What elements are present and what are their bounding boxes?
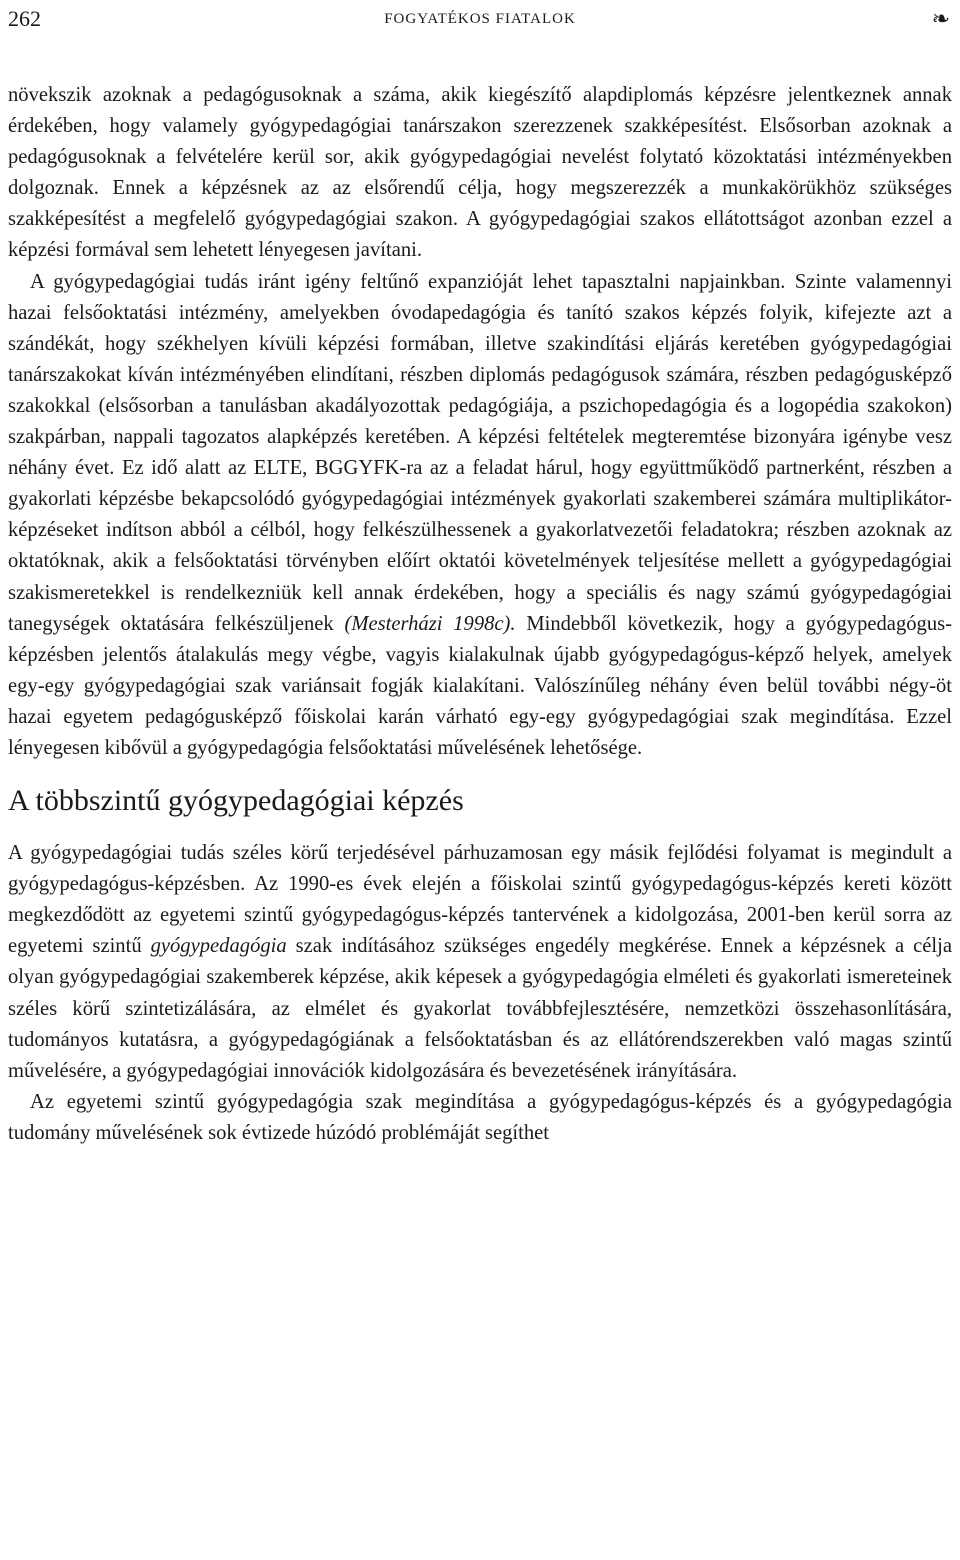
running-header [8,4,952,34]
paragraph: növekszik azoknak a pedagógusoknak a száma, akik kiegészítő alapdiplomás képzésre jelentkeznek annak érdekében, hogy valamely gyógypedagógiai tanárszakon szerezzenek szakképesítést. Elsősorban azoknak a pedagógusoknak a felvételére kerül sor, akik gyógypedagógiai nevelést folytató közoktatási intézményekben dolgoznak. Ennek a képzésnek az az elsőrendű célja, hogy megszerezzék a munkakörükhöz szükséges szakképesítést a megfelelő gyógypedagógiai szakon. A gyógypedagógiai szakos ellátottságot azonban ezzel a képzési formával sem lehetett lényegesen javítani. [8,84,952,262]
text-run: szak indításához szükséges engedély megkérése. Ennek a képzésnek a célja olyan gyógypedagógiai szakemberek képzése, akik képesek a gyógypedagógia elméleti és gyakorlati ismereteinek széles körű szintetizálására, az elmélet és gyakorlat továbbfejlesztésére, nemzetközi összehasonlítására, tudományos kutatásra, a gyógypedagógiának a felsőoktatásban és az ellátórendszerekben való magas szintű művelésére, a gyógypedagógiai innovációk kidolgozására és bevezetésének irányítására. [8,935,953,1082]
paragraph [8,267,952,765]
text-run: A gyógypedagógiai tudás iránt igény feltűnő expanzióját lehet tapasztalni napjainkban. Szinte valamennyi hazai felsőoktatási intézmény, amelyekben óvodapedagógia és tanító szakos képzés folyik, kifejezte azt a szándékát, hogy székhelyen kívüli képzési formában, illetve szakindítási eljárás keretében gyógypedagógiai tanárszakokat kíván intézményében elindítani, részben diplomás pedagógusok számára, részben pedagógusképző szakokkal (elsősorban a tanulásban akadályozottak pedagógiája, a pszichopedagógia és a logopédia szakokon) szakpárban, nappali tagozatos alapképzés keretében. A képzési feltételek megteremtése bizonyára igénybe vesz néhány évet. Ez idő alatt az ELTE, BGGYFK-ra az a feladat hárul, hogy együttműködő partnerként, részben a gyakorlati képzésbe bekapcsolódó gyógypedagógiai intézmények gyakorlati szakemberei számára multiplikátor-képzéseket indítson abból a célból, hogy felkészülhessenek a gyakorlatvezetői feladatokra; részben azoknak az oktatóknak, akik a felsőoktatási törvényben előírt oktatói követelmények teljesítése mellett a gyógypedagógiai szakismeretekkel is rendelkezniük kell annak érdekében, hogy a speciális és nagy számú gyógypedagógiai tanegységek oktatására felkészüljenek [8,270,952,635]
running-title: FOGYATÉKOS FIATALOK [384,11,576,27]
paragraph: Az egyetemi szintű gyógypedagógia szak megindítása a gyógypedagógus-képzés és a gyógypedagógia tudomány művelésének sok évtizede húzódó problémáját segíthet [8,1090,952,1144]
page-number: 262 [8,6,41,31]
paragraph [8,838,952,1087]
text-run: Mindebből következik, hogy a gyógypedagógus-képzésben jelentős átalakulás megy végbe, vagyis kialakulnak újabb gyógypedagógus-képző helyek, amelyek egy-egy gyógypedagógiai szak variánsait fogják kialakítani. Valószínűleg néhány éven belül további négy-öt hazai egyetem pedagógusképző főiskolai karán várható egy-egy gyógypedagógiai szak megindítása. Ezzel lényegesen kibővül a gyógypedagógia felsőoktatási művelésének lehetősége. [8,612,952,759]
fleuron-icon: ❧ [931,6,950,31]
emphasis: gyógypedagógia [150,935,287,958]
text-run: A gyógypedagógiai tudás széles körű terjedésével párhuzamosan egy másik fejlődési folyamat is megindult a gyógypedagógus-képzésben. Az 1990-es évek elején a főiskolai szintű gyógypedagógus-képzés kereti között megkezdődött az egyetemi szintű gyógypedagógus-képzés tantervének a kidolgozása, 2001-ben kerül sorra az egyetemi szintű [8,842,952,958]
citation: (Mesterházi 1998c). [344,612,516,635]
section-heading: A többszintű gyógypedagógiai képzés [8,784,464,818]
page-body [8,80,952,1149]
